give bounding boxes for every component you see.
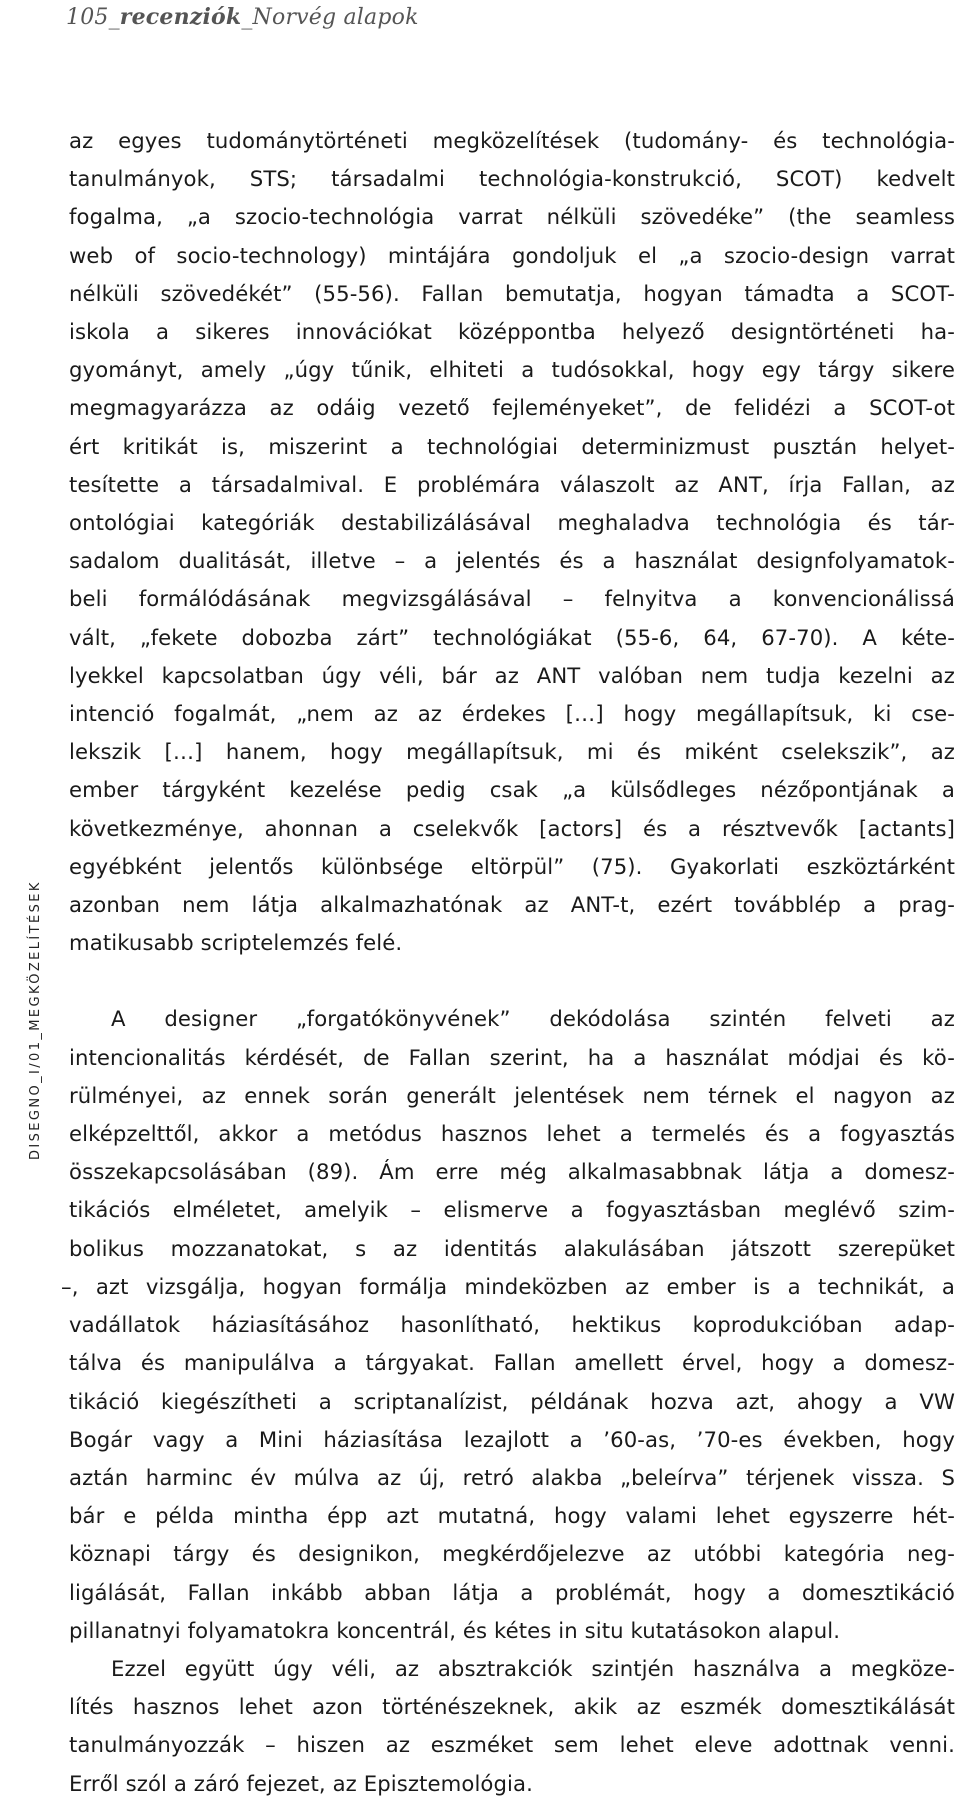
text-line: matikusabb scriptelemzés felé.	[69, 930, 403, 956]
text-line: A designer „forgatókönyvének” dekódolása szintén felveti az	[111, 1006, 955, 1032]
text-line: intencionalitás kérdését, de Fallan szerint, ha a használat módjai és kö-	[69, 1044, 955, 1070]
text-line: gyományt, amely „úgy tűnik, elhiteti a tudósokkal, hogy egy tárgy sikere	[69, 357, 955, 383]
text-line: elképzelttől, akkor a metódus hasznos lehet a termelés és a fogyasztás	[69, 1121, 955, 1147]
text-line: tesítette a társadalmival. E problémára válaszolt az ANT, írja Fallan, az	[69, 471, 955, 497]
paragraph-2	[61, 1000, 955, 1649]
text-line: ember tárgyként kezelése pedig csak „a külsődleges nézőpontjának a	[69, 777, 955, 803]
article-body	[61, 122, 955, 1803]
text-line: tikáció kiegészítheti a scriptanalízist, példának hozva azt, ahogy a VW	[69, 1388, 955, 1414]
text-line: sadalom dualitását, illetve – a jelentés és a használat designfolyamatok-	[69, 548, 955, 574]
text-line: lekszik […] hanem, hogy megállapítsuk, mi és miként cselekszik”, az	[69, 739, 955, 765]
text-line: –, azt vizsgálja, hogyan formálja mindeközben az ember is a technikát, a	[61, 1273, 955, 1299]
text-line: rülményei, az ennek során generált jelentések nem térnek el nagyon az	[69, 1082, 955, 1108]
text-line: ontológiai kategóriák destabilizálásával meghaladva technológia és tár-	[69, 510, 955, 536]
text-line: egyébként jelentős különbsége eltörpül” (75). Gyakorlati eszköztárként	[69, 853, 955, 879]
text-line: köznapi tárgy és designikon, megkérdőjelezve az utóbbi kategória neg-	[69, 1541, 955, 1567]
text-line: ért kritikát is, miszerint a technológiai determinizmust pusztán helyet-	[69, 433, 955, 459]
text-line: vadállatok háziasításához hasonlítható, hektikus koprodukcióban adap-	[69, 1312, 955, 1338]
side-label: DISEGNO_I/01_MEGKÖZELÍTÉSEK	[28, 880, 43, 1160]
article-title: Norvég alapok	[252, 5, 419, 30]
text-line: következménye, ahonnan a cselekvők [actors] és a résztvevők [actants]	[69, 815, 955, 841]
text-line: fogalma, „a szocio-technológia varrat nélküli szövedéke” (the seamless	[69, 204, 955, 230]
paragraph-1	[69, 122, 955, 962]
paragraph-3	[69, 1650, 955, 1803]
text-line: lyekkel kapcsolatban úgy véli, bár az ANT valóban nem tudja kezelni az	[69, 662, 955, 688]
text-line: aztán harminc év múlva az új, retró alakba „beleírva” térjenek vissza. S	[69, 1464, 955, 1490]
text-line: megmagyarázza az odáig vezető fejleményeket”, de felidézi a SCOT-ot	[69, 395, 955, 421]
text-line: pillanatnyi folyamatokra koncentrál, és kétes in situ kutatásokon alapul.	[69, 1617, 841, 1643]
text-line: az egyes tudománytörténeti megközelítések (tudomány- és technológia-	[69, 128, 955, 153]
running-header: 105_recenziók_Norvég alapok	[66, 4, 419, 30]
text-line: tálva és manipulálva a tárgyakat. Fallan amellett érvel, hogy a domesz-	[69, 1350, 955, 1376]
text-line: összekapcsolásában (89). Ám erre még alkalmasabbnak látja a domesz-	[69, 1159, 955, 1185]
section-name: recenziók	[119, 4, 242, 30]
text-line: vált, „fekete dobozba zárt” technológiákat (55-6, 64, 67-70). A kéte-	[69, 624, 955, 650]
text-line: iskola a sikeres innovációkat középpontba helyező designtörténeti ha-	[69, 319, 955, 345]
text-line: tikációs elméletet, amelyik – elismerve a fogyasztásban meglévő szim-	[69, 1197, 955, 1223]
text-line: tanulmányok, STS; társadalmi technológia-konstrukció, SCOT) kedvelt	[69, 166, 955, 192]
text-line: Ezzel együtt úgy véli, az absztrakciók szintjén használva a megköze-	[111, 1655, 955, 1681]
text-line: ligálását, Fallan inkább abban látja a problémát, hogy a domesztikáció	[69, 1579, 955, 1605]
text-line: lítés hasznos lehet azon történészeknek, akik az eszmék domesztikálását	[69, 1694, 955, 1720]
text-line: Erről szól a záró fejezet, az Episztemológia.	[69, 1770, 533, 1796]
text-line: Bogár vagy a Mini háziasítása lezajlott a ’60-as, ’70-es években, hogy	[69, 1426, 955, 1452]
text-line: beli formálódásának megvizsgálásával – felnyitva a konvencionálissá	[69, 586, 955, 612]
text-line: bolikus mozzanatokat, s az identitás alakulásában játszott szerepüket	[69, 1235, 955, 1261]
text-line: nélküli szövedékét” (55-56). Fallan bemutatja, hogyan támadta a SCOT-	[69, 280, 955, 306]
text-line: tanulmányozzák – hiszen az eszméket sem lehet eleve adottnak venni.	[69, 1732, 955, 1758]
text-line: web of socio-technology) mintájára gondoljuk el „a szocio-design varrat	[69, 242, 955, 268]
text-line: intenció fogalmát, „nem az az érdekes […] hogy megállapítsuk, ki cse-	[69, 701, 955, 727]
text-line: azonban nem látja alkalmazhatónak az ANT-t, ezért továbblép a prag-	[69, 892, 955, 918]
page-number: 105	[66, 5, 109, 30]
text-line: bár e példa mintha épp azt mutatná, hogy valami lehet egyszerre hét-	[69, 1503, 955, 1529]
